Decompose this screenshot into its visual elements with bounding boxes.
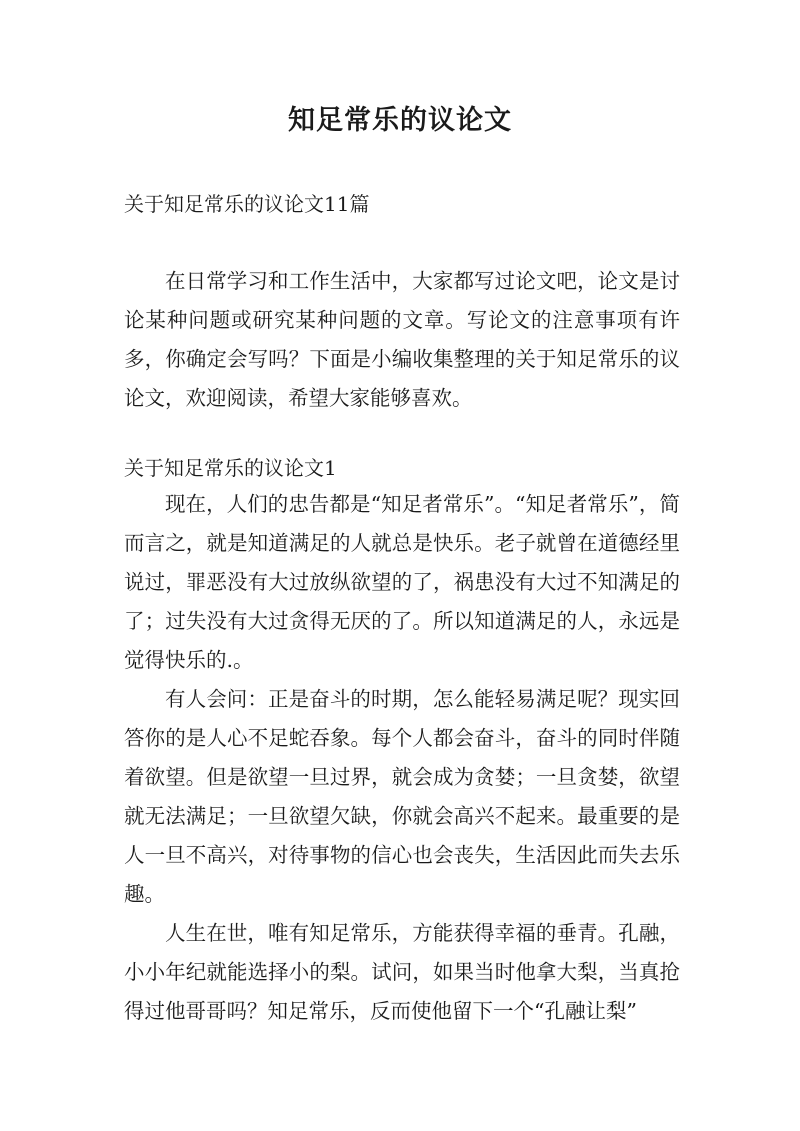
document-title: 知足常乐的议论文	[288, 105, 512, 136]
body-paragraph-1: 现在，人们的忠告都是“知足者常乐”。“知足者常乐”，简而言之，就是知道满足的人就总是快乐。老子就曾在道德经里说过，罪恶没有大过放纵欲望的了，祸患没有大过不知满足的了；过失没有大过贪得无厌的了。所以知道满足的人，永远是觉得快乐的.。	[124, 492, 680, 672]
body-paragraph-3: 人生在世，唯有知足常乐，方能获得幸福的垂青。孔融，小小年纪就能选择小的梨。试问，如果当时他拿大梨，当真抢得过他哥哥吗？知足常乐，反而使他留下一个“孔融让梨”	[124, 921, 680, 1023]
body-paragraph-2: 有人会问：正是奋斗的时期，怎么能轻易满足呢？现实回答你的是人心不足蛇吞象。每个人都会奋斗，奋斗的同时伴随着欲望。但是欲望一旦过界，就会成为贪婪；一旦贪婪，欲望就无法满足；一旦欲望欠缺，你就会高兴不起来。最重要的是人一旦不高兴，对待事物的信心也会丧失，生活因此而失去乐趣。	[124, 687, 680, 906]
intro-paragraph: 在日常学习和工作生活中，大家都写过论文吧，论文是讨论某种问题或研究某种问题的文章。写论文的注意事项有许多，你确定会写吗？下面是小编收集整理的关于知足常乐的议论文，欢迎阅读，希望大家能够喜欢。	[124, 269, 680, 410]
section-heading: 关于知足常乐的议论文1	[124, 456, 337, 480]
document-subtitle: 关于知足常乐的议论文11篇	[124, 192, 370, 216]
